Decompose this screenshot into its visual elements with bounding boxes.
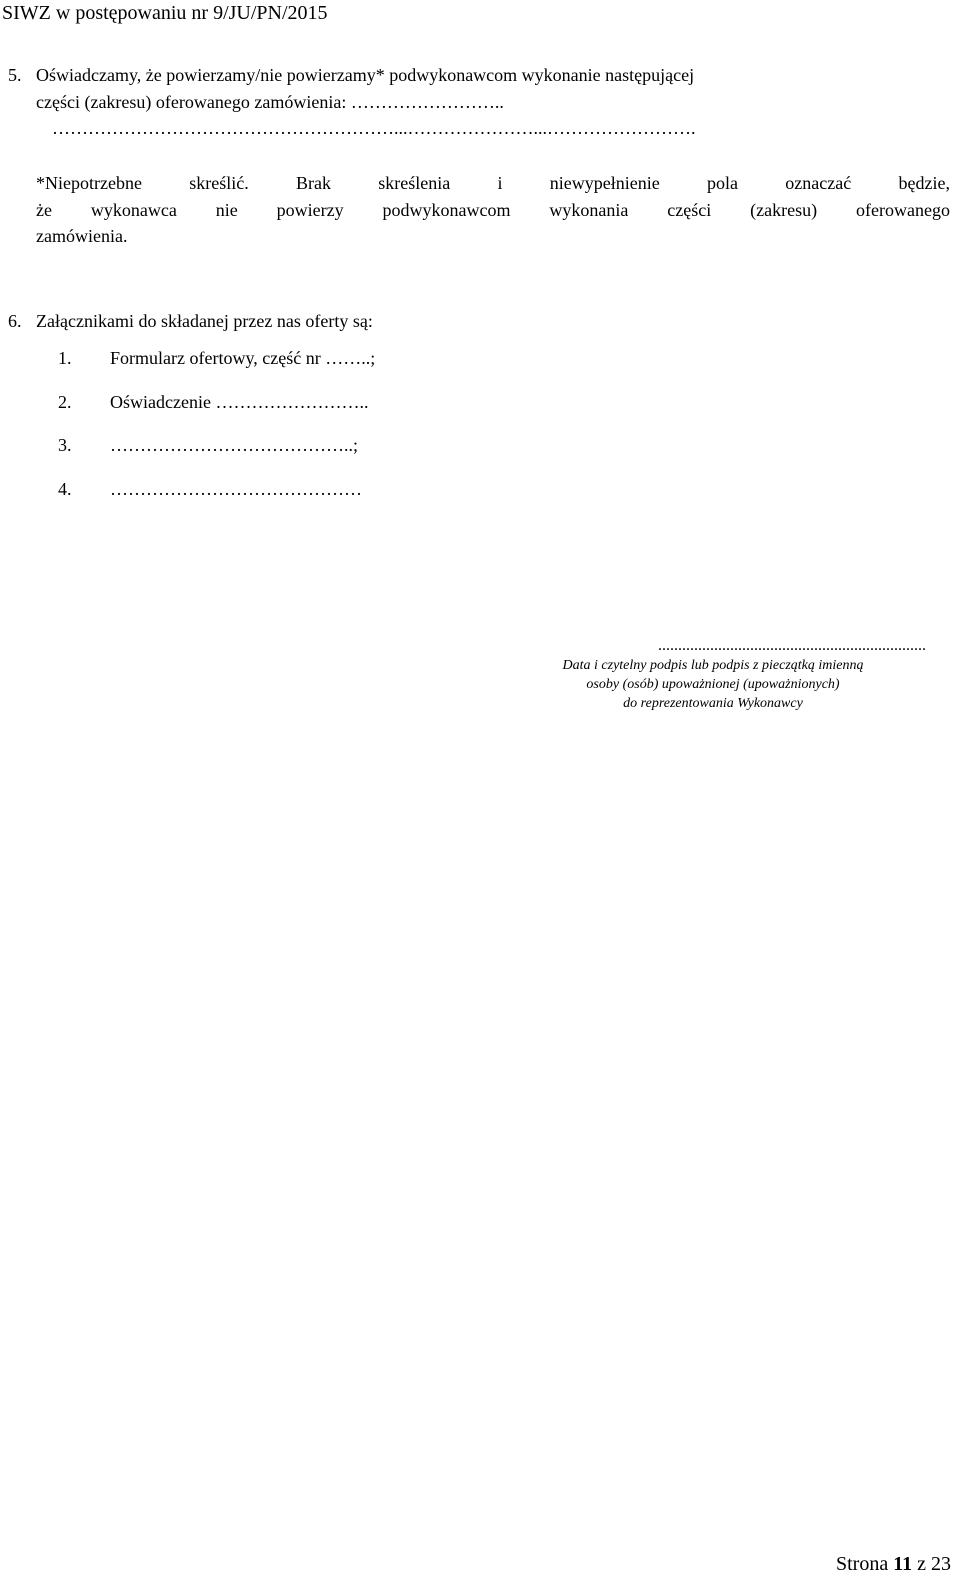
footnote-line-1: *Niepotrzebne skreślić. Brak skreślenia i niewypełnienie pola oznaczać będzie, — [36, 173, 950, 193]
section-5 — [8, 62, 950, 142]
footer-page-number: 11 — [893, 1553, 913, 1575]
section-5-line-1 — [8, 62, 950, 89]
list-item-number: 3. — [58, 435, 72, 455]
list-item — [58, 432, 375, 476]
footer-prefix: Strona — [835, 1553, 894, 1575]
list-item-text: Formularz ofertowy, część nr ……..; — [110, 348, 376, 368]
footer-separator: z — [912, 1553, 931, 1575]
list-item-number: 2. — [58, 391, 72, 412]
signature-dots: ................................................................... — [658, 637, 926, 654]
section-6-number: 6. — [8, 311, 22, 331]
page-header — [2, 0, 328, 26]
footer-total-pages: 23 — [931, 1553, 951, 1575]
section-5-number: 5. — [8, 65, 22, 85]
footnote-unnecessary — [36, 170, 950, 250]
signature-caption-1: Data i czytelny podpis lub podpis z pieczątką imienną — [562, 658, 864, 673]
section-6-title: Załącznikami do składanej przez nas oferty są: — [36, 311, 373, 331]
list-item-text: …………………………………… — [110, 478, 362, 499]
signature-block — [500, 636, 926, 713]
list-item-text: Oświadczenie …………………….. — [110, 391, 369, 412]
list-item — [58, 345, 375, 389]
attachments-list — [58, 345, 375, 519]
list-item-number: 1. — [58, 348, 72, 368]
page-footer — [836, 1550, 951, 1578]
header-title: SIWZ w postępowaniu nr 9/JU/PN/2015 — [2, 2, 328, 24]
section-5-text-1: Oświadczamy, że powierzamy/nie powierzamy* podwykonawcom wykonanie następującej — [36, 65, 695, 85]
list-item — [58, 476, 375, 520]
signature-caption-2: osoby (osób) upoważnionej (upoważnionych) — [586, 677, 840, 692]
section-6-heading — [8, 308, 373, 334]
section-5-dots-line: …………………………………………………...…………………...……………………. — [52, 118, 696, 138]
footnote-line-2: że wykonawca nie powierzy podwykonawcom wykonania części (zakresu) oferowanego — [36, 199, 950, 220]
section-5-line-2: części (zakresu) oferowanego zamówienia: …………………….. — [36, 91, 504, 112]
signature-caption-3: do reprezentowania Wykonawcy — [623, 696, 803, 711]
list-item-number: 4. — [58, 478, 72, 499]
list-item — [58, 389, 375, 433]
footnote-line-3: zamówienia. — [36, 226, 128, 246]
list-item-text: …………………………………..; — [110, 435, 359, 455]
